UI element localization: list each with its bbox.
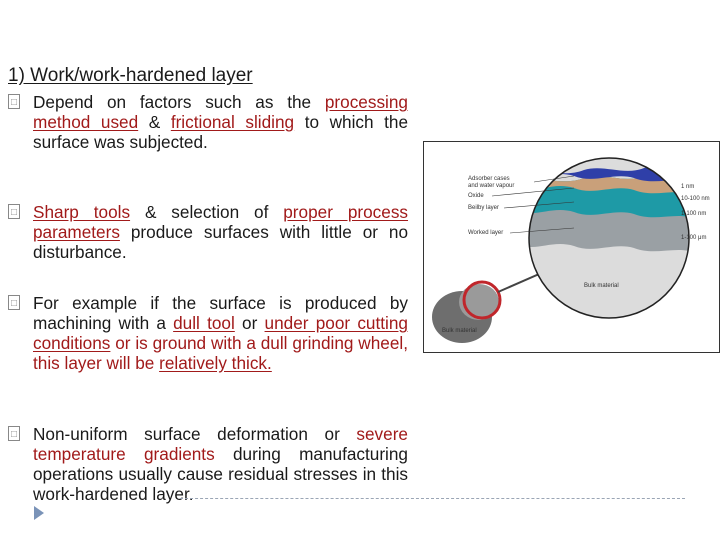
section-heading: 1) Work/work-hardened layer [8, 65, 253, 86]
oxide-label: Oxide [468, 193, 484, 199]
beilby-label: Beilby layer [468, 205, 500, 211]
bullet-item [8, 202, 408, 262]
text-segment: & selection of [130, 202, 284, 222]
bullet-item [8, 293, 408, 373]
adsorbed-label: Adsorber cases [468, 176, 510, 182]
text-segment: Non-uniform surface deformation or [33, 424, 357, 444]
text-segment: processing method used [33, 92, 408, 132]
text-segment: For example if the surface is produced by machining with a [33, 293, 408, 333]
bullet-box-icon: □ [8, 426, 20, 441]
bullet-text [33, 202, 408, 262]
text-segment: dull tool [173, 313, 235, 333]
scale-label: 1-100 μm [681, 235, 707, 241]
bulk-label: Bulk material [584, 283, 619, 289]
bullet-text [33, 424, 408, 504]
surface-layers-figure [423, 141, 720, 353]
text-segment: & [138, 112, 171, 132]
bullet-box-icon: □ [8, 295, 20, 310]
bullet-text [33, 92, 408, 152]
text-segment: Depend on factors such as the [33, 92, 325, 112]
bulk-outer-label: Bulk material [442, 328, 477, 334]
text-segment: proper process parameters [33, 202, 409, 242]
text-segment: severe temperature gradients [33, 424, 408, 464]
bullet-box-icon: □ [8, 94, 20, 109]
text-segment: relatively thick. [159, 353, 272, 373]
scale-label: 10-100 nm [681, 196, 710, 202]
text-segment: during manufacturing operations usually cause residual stresses in this work-hardened layer. [33, 444, 408, 504]
bullet-item [8, 92, 408, 152]
text-segment: Sharp tools [33, 202, 131, 222]
text-segment: or is ground with a dull grinding wheel, this layer will be [33, 333, 408, 373]
slide-arrow-icon [34, 506, 44, 520]
scale-label: 1-100 nm [681, 211, 707, 217]
adsorbed-label-2: and water vapour [468, 183, 515, 189]
footer-divider [180, 498, 685, 499]
text-segment: to which the surface was subjected. [33, 112, 409, 152]
text-segment: or [234, 313, 265, 333]
bullet-text [33, 293, 408, 373]
scale-label: 1 nm [681, 184, 695, 190]
text-segment: frictional sliding [170, 112, 295, 132]
text-segment: produce surfaces with little or no disturbance. [33, 222, 408, 262]
text-segment: under poor cutting conditions [33, 313, 408, 353]
bullet-item [8, 424, 408, 504]
bullet-box-icon: □ [8, 204, 20, 219]
surface-layers-diagram [424, 142, 720, 354]
worked-label: Worked layer [468, 230, 504, 236]
